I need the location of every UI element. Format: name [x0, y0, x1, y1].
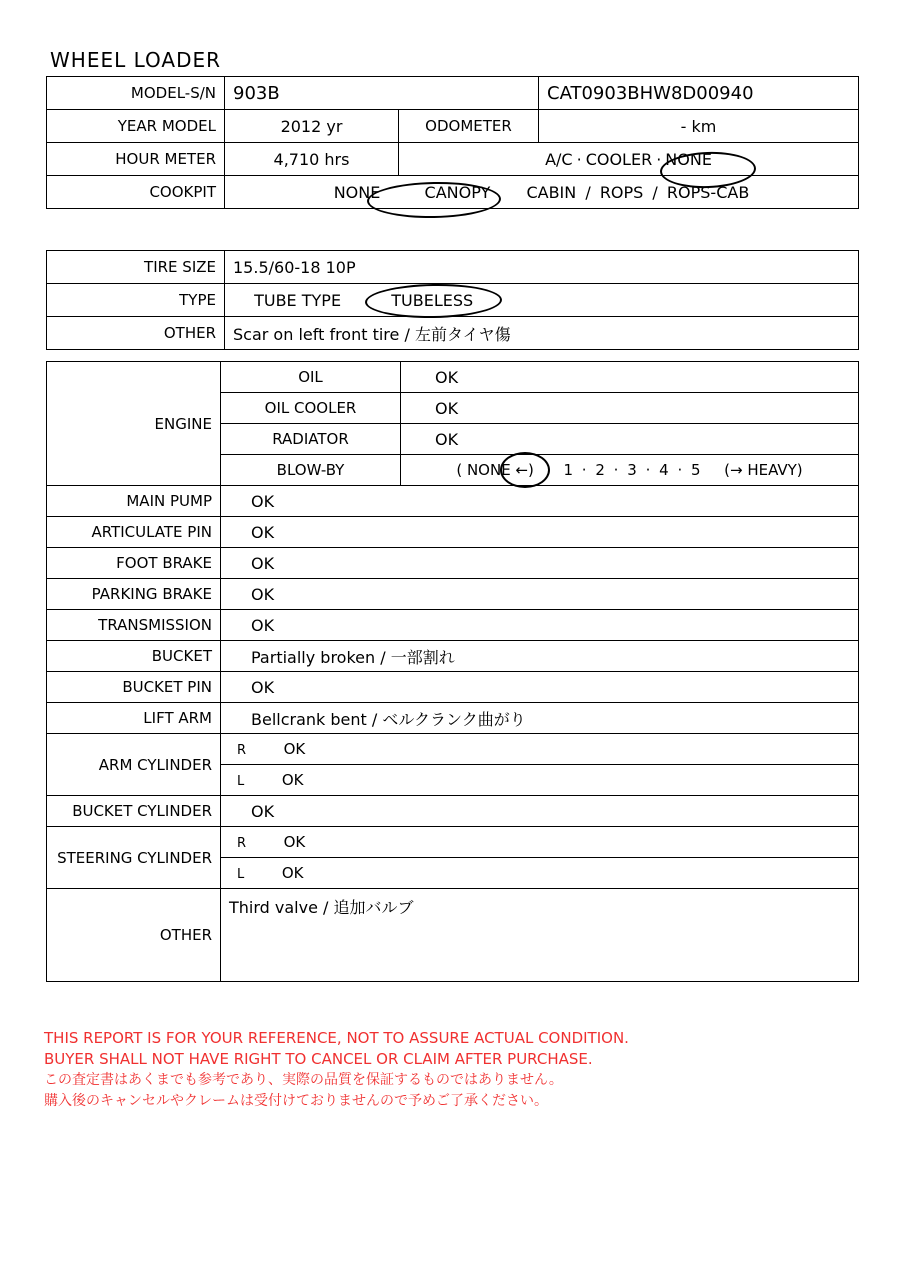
parking-brake-value: OK	[221, 579, 859, 610]
engine-oil-value: OK	[401, 362, 859, 393]
table-row	[47, 251, 859, 284]
tire-table	[46, 250, 859, 350]
cookpit-option-none: NONE	[333, 182, 381, 202]
tire-size-value: 15.5/60-18 10P	[225, 251, 859, 284]
table-row	[47, 110, 859, 143]
tire-size-label: TIRE SIZE	[47, 251, 225, 284]
dot-separator: ·	[613, 461, 619, 479]
engine-radiator-value: OK	[401, 424, 859, 455]
dot-separator: ·	[656, 149, 662, 169]
cookpit-option-cabin: CABIN	[526, 182, 577, 202]
arm-cylinder-left-cell	[221, 765, 859, 796]
engine-oil-label: OIL	[221, 362, 401, 393]
bucket-pin-value: OK	[221, 672, 859, 703]
engine-label: ENGINE	[47, 362, 221, 486]
cookpit-option-rops-cab: ROPS-CAB	[666, 182, 750, 202]
arm-cylinder-r-value: OK	[283, 740, 306, 758]
disclaimer-line-2: BUYER SHALL NOT HAVE RIGHT TO CANCEL OR CLAIM AFTER PURCHASE.	[44, 1050, 593, 1068]
articulate-pin-label: ARTICULATE PIN	[47, 517, 221, 548]
engine-oil-cooler-value: OK	[401, 393, 859, 424]
tire-type-option-tubeless: TUBELESS	[391, 290, 474, 310]
bucket-value: Partially broken / 一部割れ	[221, 641, 859, 672]
tire-other-label: OTHER	[47, 317, 225, 350]
page-title: WHEEL LOADER	[50, 48, 222, 72]
table-row	[47, 486, 859, 517]
slash-separator: /	[585, 182, 591, 202]
table-row	[47, 362, 859, 393]
bucket-label: BUCKET	[47, 641, 221, 672]
blowby-suffix: (→ HEAVY)	[724, 461, 803, 479]
blowby-level-3: 3	[627, 461, 637, 479]
table-row	[47, 672, 859, 703]
model-value: 903B	[225, 77, 539, 110]
table-row	[47, 796, 859, 827]
main-pump-value: OK	[221, 486, 859, 517]
blowby-level-1: 1	[563, 461, 573, 479]
table-row	[47, 317, 859, 350]
disclaimer-line-4: 購入後のキャンセルやクレームは受付けておりませんので予めご了承ください。	[44, 1093, 548, 1109]
ac-option-cooler: COOLER	[585, 149, 653, 169]
dot-separator: ·	[581, 461, 587, 479]
bucket-pin-label: BUCKET PIN	[47, 672, 221, 703]
transmission-label: TRANSMISSION	[47, 610, 221, 641]
other-value: Third valve / 追加バルブ	[221, 889, 859, 982]
other-label: OTHER	[47, 889, 221, 982]
table-row	[47, 641, 859, 672]
inspection-table	[46, 361, 859, 982]
header-info-table	[46, 76, 859, 209]
steering-cylinder-right-cell	[221, 827, 859, 858]
cookpit-options-cell	[225, 176, 859, 209]
table-row	[47, 889, 859, 982]
bucket-cylinder-value: OK	[221, 796, 859, 827]
hour-meter-label: HOUR METER	[47, 143, 225, 176]
steering-cylinder-left-cell	[221, 858, 859, 889]
tire-type-option-tube: TUBE TYPE	[254, 290, 342, 310]
cookpit-option-canopy: CANOPY	[424, 182, 491, 202]
arm-cylinder-r-mark: R	[237, 743, 247, 758]
dot-separator: ·	[576, 149, 582, 169]
cookpit-option-rops: ROPS	[599, 182, 644, 202]
steering-cylinder-r-mark: R	[237, 836, 247, 851]
disclaimer-line-3: この査定書はあくまでも参考であり、実際の品質を保証するものではありません。	[44, 1072, 563, 1088]
ac-option-none: NONE	[665, 149, 712, 169]
articulate-pin-value: OK	[221, 517, 859, 548]
table-row	[47, 610, 859, 641]
arm-cylinder-l-mark: L	[237, 774, 245, 789]
engine-radiator-label: RADIATOR	[221, 424, 401, 455]
slash-separator: /	[652, 182, 658, 202]
disclaimer-line-1: THIS REPORT IS FOR YOUR REFERENCE, NOT TO ASSURE ACTUAL CONDITION.	[44, 1029, 629, 1047]
foot-brake-label: FOOT BRAKE	[47, 548, 221, 579]
cookpit-label: COOKPIT	[47, 176, 225, 209]
model-label: MODEL-S/N	[47, 77, 225, 110]
table-row	[47, 703, 859, 734]
parking-brake-label: PARKING BRAKE	[47, 579, 221, 610]
tire-other-value: Scar on left front tire / 左前タイヤ傷	[225, 317, 859, 350]
engine-blowby-label: BLOW-BY	[221, 455, 401, 486]
ac-option-ac: A/C	[545, 149, 573, 169]
foot-brake-value: OK	[221, 548, 859, 579]
table-row	[47, 176, 859, 209]
table-row	[47, 284, 859, 317]
transmission-value: OK	[221, 610, 859, 641]
table-row	[47, 517, 859, 548]
steering-cylinder-label: STEERING CYLINDER	[47, 827, 221, 889]
table-row	[47, 734, 859, 765]
blowby-level-2: 2	[595, 461, 605, 479]
steering-cylinder-l-mark: L	[237, 867, 245, 882]
arm-cylinder-l-value: OK	[281, 771, 304, 789]
hour-meter-value: 4,710 hrs	[225, 143, 399, 176]
year-model-value: 2012 yr	[225, 110, 399, 143]
engine-blowby-scale	[401, 455, 859, 486]
steering-cylinder-r-value: OK	[283, 833, 306, 851]
table-row	[47, 143, 859, 176]
table-row	[47, 579, 859, 610]
ac-options-cell	[399, 143, 859, 176]
lift-arm-label: LIFT ARM	[47, 703, 221, 734]
dot-separator: ·	[645, 461, 651, 479]
tire-type-options	[225, 284, 859, 317]
odometer-value: - km	[539, 110, 859, 143]
year-model-label: YEAR MODEL	[47, 110, 225, 143]
disclaimer-block	[44, 1028, 629, 1112]
engine-oil-cooler-label: OIL COOLER	[221, 393, 401, 424]
steering-cylinder-l-value: OK	[281, 864, 304, 882]
blowby-prefix: ( NONE ←)	[456, 461, 534, 479]
lift-arm-value: Bellcrank bent / ベルクランク曲がり	[221, 703, 859, 734]
blowby-level-5: 5	[691, 461, 701, 479]
odometer-label: ODOMETER	[399, 110, 539, 143]
arm-cylinder-label: ARM CYLINDER	[47, 734, 221, 796]
table-row	[47, 77, 859, 110]
bucket-cylinder-label: BUCKET CYLINDER	[47, 796, 221, 827]
table-row	[47, 548, 859, 579]
dot-separator: ·	[677, 461, 683, 479]
arm-cylinder-right-cell	[221, 734, 859, 765]
serial-value: CAT0903BHW8D00940	[539, 77, 859, 110]
table-row	[47, 827, 859, 858]
blowby-level-4: 4	[659, 461, 669, 479]
tire-type-label: TYPE	[47, 284, 225, 317]
main-pump-label: MAIN PUMP	[47, 486, 221, 517]
